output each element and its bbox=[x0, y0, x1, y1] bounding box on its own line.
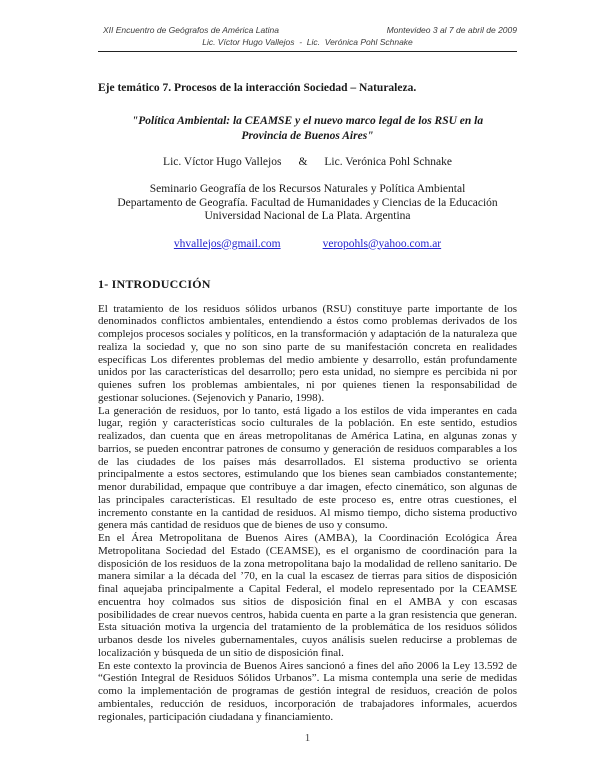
header-conference-name: XII Encuentro de Geógrafos de América Latina bbox=[103, 25, 279, 35]
header-event-date: Montevideo 3 al 7 de abril de 2009 bbox=[386, 25, 517, 35]
section-heading-introduccion: 1- INTRODUCCIÓN bbox=[98, 276, 211, 291]
header-divider bbox=[98, 51, 517, 52]
introduction-text bbox=[98, 303, 517, 724]
affiliation-seminar: Seminario Geografía de los Recursos Naturales y Política Ambiental bbox=[149, 183, 466, 195]
intro-paragraph-2: La generación de residuos, por lo tanto, está ligado a los estilos de vida imperantes en cada lugar, región y características socio culturales de la población. En este sentido, estudios realizados, dan cuenta que en áreas metropolitanas de América Latina, en algunas zonas y barrios, se pueden encontrar patrones de consumo y generación de residuos comparables a los de las ciudades de los países más desarrollados. El sistema productivo se orienta principalmente a estos sectores, estimulando que los bienes sean cambiados constantemente; menor durabilidad, empaque que contribuye a dar imagen, efecto cinemático, son algunas de las principales características. El resultado de este proceso es, entre otras cuestiones, el incremento constante en la cantidad de residuos. Al mismo tiempo, dicho sistema productivo genera más cantidad de residuos que de bienes de uso y consumo. bbox=[98, 404, 517, 532]
page-number: 1 bbox=[304, 732, 311, 744]
page-header bbox=[98, 24, 517, 48]
byline bbox=[98, 156, 517, 168]
author-1: Lic. Víctor Hugo Vallejos bbox=[163, 156, 282, 168]
header-top-row bbox=[98, 24, 517, 36]
email-links-row bbox=[98, 238, 517, 250]
paper-title: "Política Ambiental: la CEAMSE y el nuevo marco legal de los RSU en la Provincia de Buenos Aires" bbox=[131, 115, 484, 142]
affiliation-department: Departamento de Geografía. Facultad de Humanidades y Ciencias de la Educación bbox=[117, 196, 498, 209]
intro-paragraph-1: El tratamiento de los residuos sólidos urbanos (RSU) constituye parte importante de los denominados conflictos ambientales, entendiendo a éstos como problemas derivados de los complejos procesos sociales y políticos, en la transformación y adaptación de la naturaleza que realiza la sociedad y, que no son sino parte de su manifestación concreta en realidades específicas Los diferentes problemas del medio ambiente y desarrollo, están profundamente unidos por las características del desarrollo; pero esta unidad, no siempre es percibida ni por quienes sufren los problemas ambientales, ni por quienes tienen la responsabilidad de gestionar soluciones. (Sejenovich y Panario, 1998). bbox=[98, 302, 517, 404]
byline-ampersand: & bbox=[298, 156, 308, 168]
email-link-author2[interactable]: veropohls@yahoo.com.ar bbox=[322, 237, 442, 250]
author-2: Lic. Verónica Pohl Schnake bbox=[324, 156, 452, 168]
intro-paragraph-4: En este contexto la provincia de Buenos Aires sancionó a fines del año 2006 la Ley 13.592 de “Gestión Integral de Residuos Sólidos Urbanos”. La misma contempla una serie de medidas como la implementación de programas de gestión integral de residuos, creación de polos ambientales, reducción de residuos, incorporación de trabajadores informales, acuerdos regionales, participación ciudadana y financiamiento. bbox=[98, 659, 517, 723]
affiliation-university: Universidad Nacional de La Plata. Argentina bbox=[204, 210, 411, 222]
email-link-author1[interactable]: vhvallejos@gmail.com bbox=[173, 237, 281, 250]
intro-paragraph-3: En el Área Metropolitana de Buenos Aires (AMBA), la Coordinación Ecológica Área Metropolitana Sociedad del Estado (CEAMSE), es el organismo de coordinación para la disposición de los residuos de la zona metropolitana bajo la modalidad de relleno sanitario. De manera similar a la década del ’70, en la cual la escasez de tierras para sitios de disposición final aquejaba principalmente a Capital Federal, el modelo representado por la CEAMSE encuentra hoy colmados sus sitios de disposición final en el AMBA y con escasas posibilidades de crear nuevos centros, habida cuenta en parte a la gran resistencia que generan. Esta situación motiva la urgencia del tratamiento de la problemática de los residuos sólidos urbanos desde los niveles gubernamentales, cuyos análisis suelen reducirse a problemas de localización y búsqueda de un sitio de disposición final. bbox=[98, 532, 517, 659]
header-authors-line: Lic. Víctor Hugo Vallejos - Lic. Verónica Pohl Schnake bbox=[202, 37, 413, 47]
affiliation-block bbox=[98, 183, 517, 224]
theme-axis-heading: Eje temático 7. Procesos de la interacción Sociedad – Naturaleza. bbox=[98, 82, 417, 94]
